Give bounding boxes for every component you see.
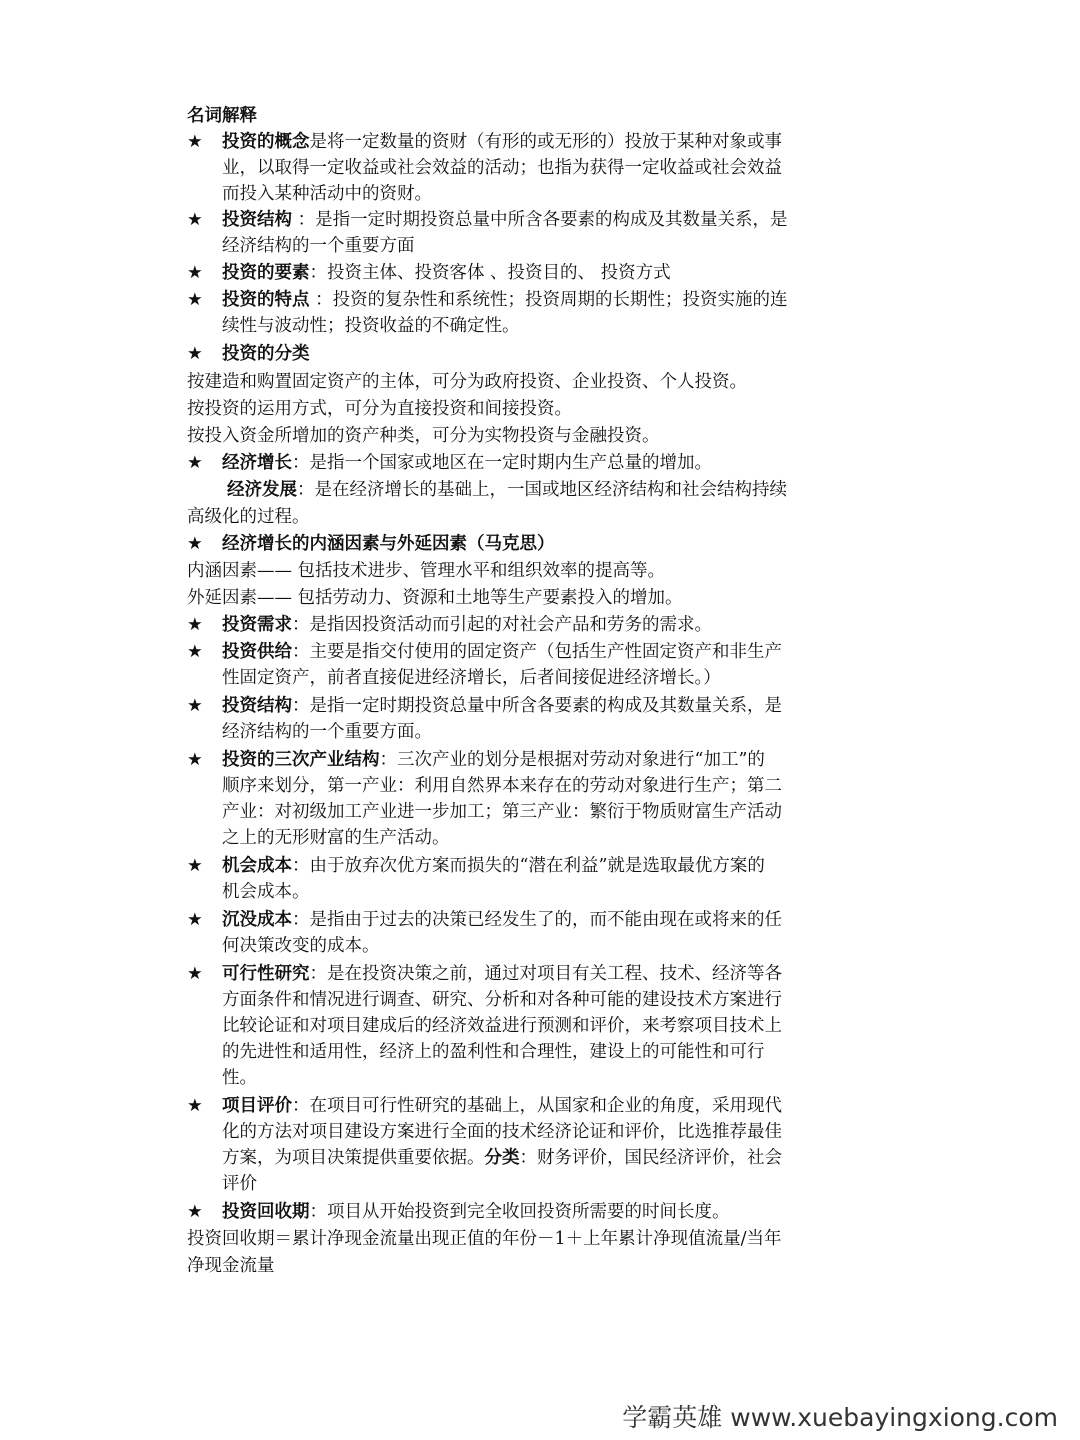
paragraph: 按投资的运用方式，可分为直接投资和间接投资。: [187, 399, 572, 419]
star-bullet-icon: ★: [187, 263, 203, 283]
star-bullet-icon: ★: [187, 453, 203, 473]
star-bullet-icon: ★: [187, 856, 203, 876]
paragraph: 高级化的过程。: [187, 507, 310, 527]
star-bullet-icon: ★: [187, 696, 203, 716]
star-bullet-icon: ★: [187, 750, 203, 770]
star-bullet-icon: ★: [187, 1096, 203, 1116]
star-bullet-icon: ★: [187, 615, 203, 635]
star-bullet-icon: ★: [187, 910, 203, 930]
star-bullet-icon: ★: [187, 344, 203, 364]
paragraph: 内涵因素—— 包括技术进步、管理水平和组织效率的提高等。: [187, 561, 666, 581]
star-bullet-icon: ★: [187, 290, 203, 310]
star-bullet-icon: ★: [187, 132, 203, 152]
star-bullet-icon: ★: [187, 210, 203, 230]
paragraph: 按建造和购置固定资产的主体，可分为政府投资、企业投资、个人投资。: [187, 372, 747, 392]
watermark: 学霸英雄 www.xuebayingxiong.com: [622, 1403, 1058, 1432]
star-bullet-icon: ★: [187, 642, 203, 662]
paragraph: 按投入资金所增加的资产种类，可分为实物投资与金融投资。: [187, 426, 660, 446]
star-bullet-icon: ★: [187, 1202, 203, 1222]
formula-line: 净现金流量: [187, 1256, 275, 1276]
star-bullet-icon: ★: [187, 534, 203, 554]
section-heading: 名词解释: [187, 106, 257, 126]
star-bullet-icon: ★: [187, 964, 203, 984]
formula-line: 投资回收期＝累计净现金流量出现正值的年份－1＋上年累计净现值流量/当年: [187, 1229, 782, 1249]
paragraph: 外延因素—— 包括劳动力、资源和土地等生产要素投入的增加。: [187, 588, 683, 608]
